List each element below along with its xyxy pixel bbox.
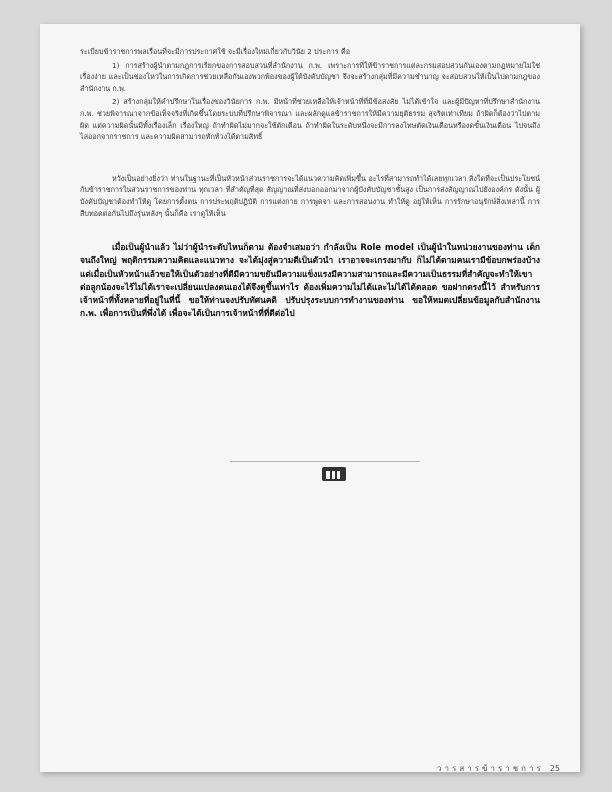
point-1-paragraph: 1) การสร้างผู้นำตามกฎการเรียกของการสอบสวนที่สำนักงาน ก.พ. เพราะการที่ให้ข้าราชการแต่ละกรมสอบสวนกันเองตามกฎหมายไม่ใช่เรื่องง่าย และเป็นช่องโหว่ในการเกิดการช่วยเหลือกันเองพวกพ้องของผู้ใต้บังคับบัญชา จึงจะสร้างกลุ่มที่มีความชำนาญ จะสอบสวนให้เป็นไปตามกฎของสำนักงาน ก.พ. xyxy=(80,60,540,93)
hope-paragraph: หวังเป็นอย่างยิ่งว่า ท่านในฐานะที่เป็นหัวหน้าส่วนราชการจะได้แนวความคิดเพิ่มขึ้น อะไรที่สามารถทำได้เลยทุกเวลา สิ่งใดที่จะเป็นประโยชน์กับข้าราชการในส่วนราชการของท่าน ทุกเวลา ที่สำคัญที่สุด สัญญาณที่ส่งบอกออกมาจากผู้บังคับบัญชาชั้นสูง เป็นการส่งสัญญาณไปยังองค์กร ดังนั้น ผู้บังคับบัญชาต้องทำให้ดู โดยการตั้งตน การประพฤติปฏิบัติ การแต่งกาย การพูดจา และการสอนงาน ทำให้ดู อยู่ให้เห็น การรักษาอนุรักษ์สิ่งเหล่านี้ การสืบทอดต่อกันไปถึงรุ่นหลังๆ นั้นก็คือ เราดูให้เห็น xyxy=(80,173,540,218)
intro-paragraph: ระเบียบข้าราชการพลเรือนที่จะมีการประกาศใช้ จะมีเรื่องใหม่เกี่ยวกับวินัย 2 ประการ คือ xyxy=(80,47,351,56)
page-number: 25 xyxy=(549,764,560,773)
document-body xyxy=(80,46,540,320)
point-2-paragraph: 2) สร้างกลุ่มให้คำปรึกษาในเรื่องของวินัยการ ก.พ. มีหน้าที่ช่วยเหลือให้เจ้าหน้าที่ที่มีข้อสงสัย ไม่ได้เข้าใจ และผู้มีปัญหาที่ปรึกษาสำนักงาน ก.พ. ช่วยพิจารณาจากข้อเท็จจริงที่เกิดขึ้นโดยระบบที่ปรึกษาพิจารณา และผลักดูแลข้าราชการให้มีความยุติธรรม สุจริตเท่าเทียม ถ้าผิดก็ต้องว่าไปตามผิด แต่ความผิดนั้นมีทั้งเรื่องเล็ก เรื่องใหญ่ ถ้าทำผิดไม่มากจะใช้ตักเตือน ถ้าทำผิดในระดับหนึ่งจะมีการลงโทษตัดเงินเดือนหรืองดขั้นเงินเดือน ไปจนถึงไล่ออกจากราชการ และความผิดสามารถทักท้วงได้ตามสิทธิ์ xyxy=(80,97,540,142)
publication-logo-icon xyxy=(322,467,346,481)
footer-title: วารสารข้าราชการ xyxy=(437,764,544,773)
document-page xyxy=(40,24,580,772)
leadership-paragraph: เมื่อเป็นผู้นำแล้ว ไม่ว่าผู้นำระดับไหนก็ตาม ต้องจำเสมอว่า กำลังเป็น Role model เป็นผู้นำในหน่วยงานของท่าน เด็กจนถึงใหญ่ พฤติกรรมความคิดและแนวทาง จะได้มุ่งสู่ความดีเป็นตัวนำ เราอาจจะเกรงมากับ ก็ไม่ได้ตามคนเรามีข้อบกพร่องบ้างแต่เมื่อเป็นหัวหน้าแล้วขอให้เป็นตัวอย่างที่ดีมีความขยันมีความแข็งแรงมีความสามารถและมีความเป็นธรรมที่สำคัญจะทำให้เขาต่อลูกน้องจะไร้ไม่ได้เราจะเปลี่ยนแปลงตนเองได้จึงดูขึ้นเท่าไร ต้องเพิ่มความไม่ได้และไม่ได้ได้ตลอด ขอฝากตรงนี้ไว้ สำหรับการเจ้าหน้าที่ทั้งหลายที่อยู่ในที่นี้ ขอให้ท่านจงปรับทัศนคติ ปรับปรุงระบบการทำงานของท่าน ขอให้หมดเปลี่ยนข้อมูลกับสำนักงาน ก.พ. เพื่อการเป็นที่พึ่งได้ เพื่อจะได้เป็นการเจ้าหน้าที่ที่ดีต่อไป xyxy=(80,242,540,319)
section-divider xyxy=(230,461,420,462)
page-footer xyxy=(380,762,560,775)
